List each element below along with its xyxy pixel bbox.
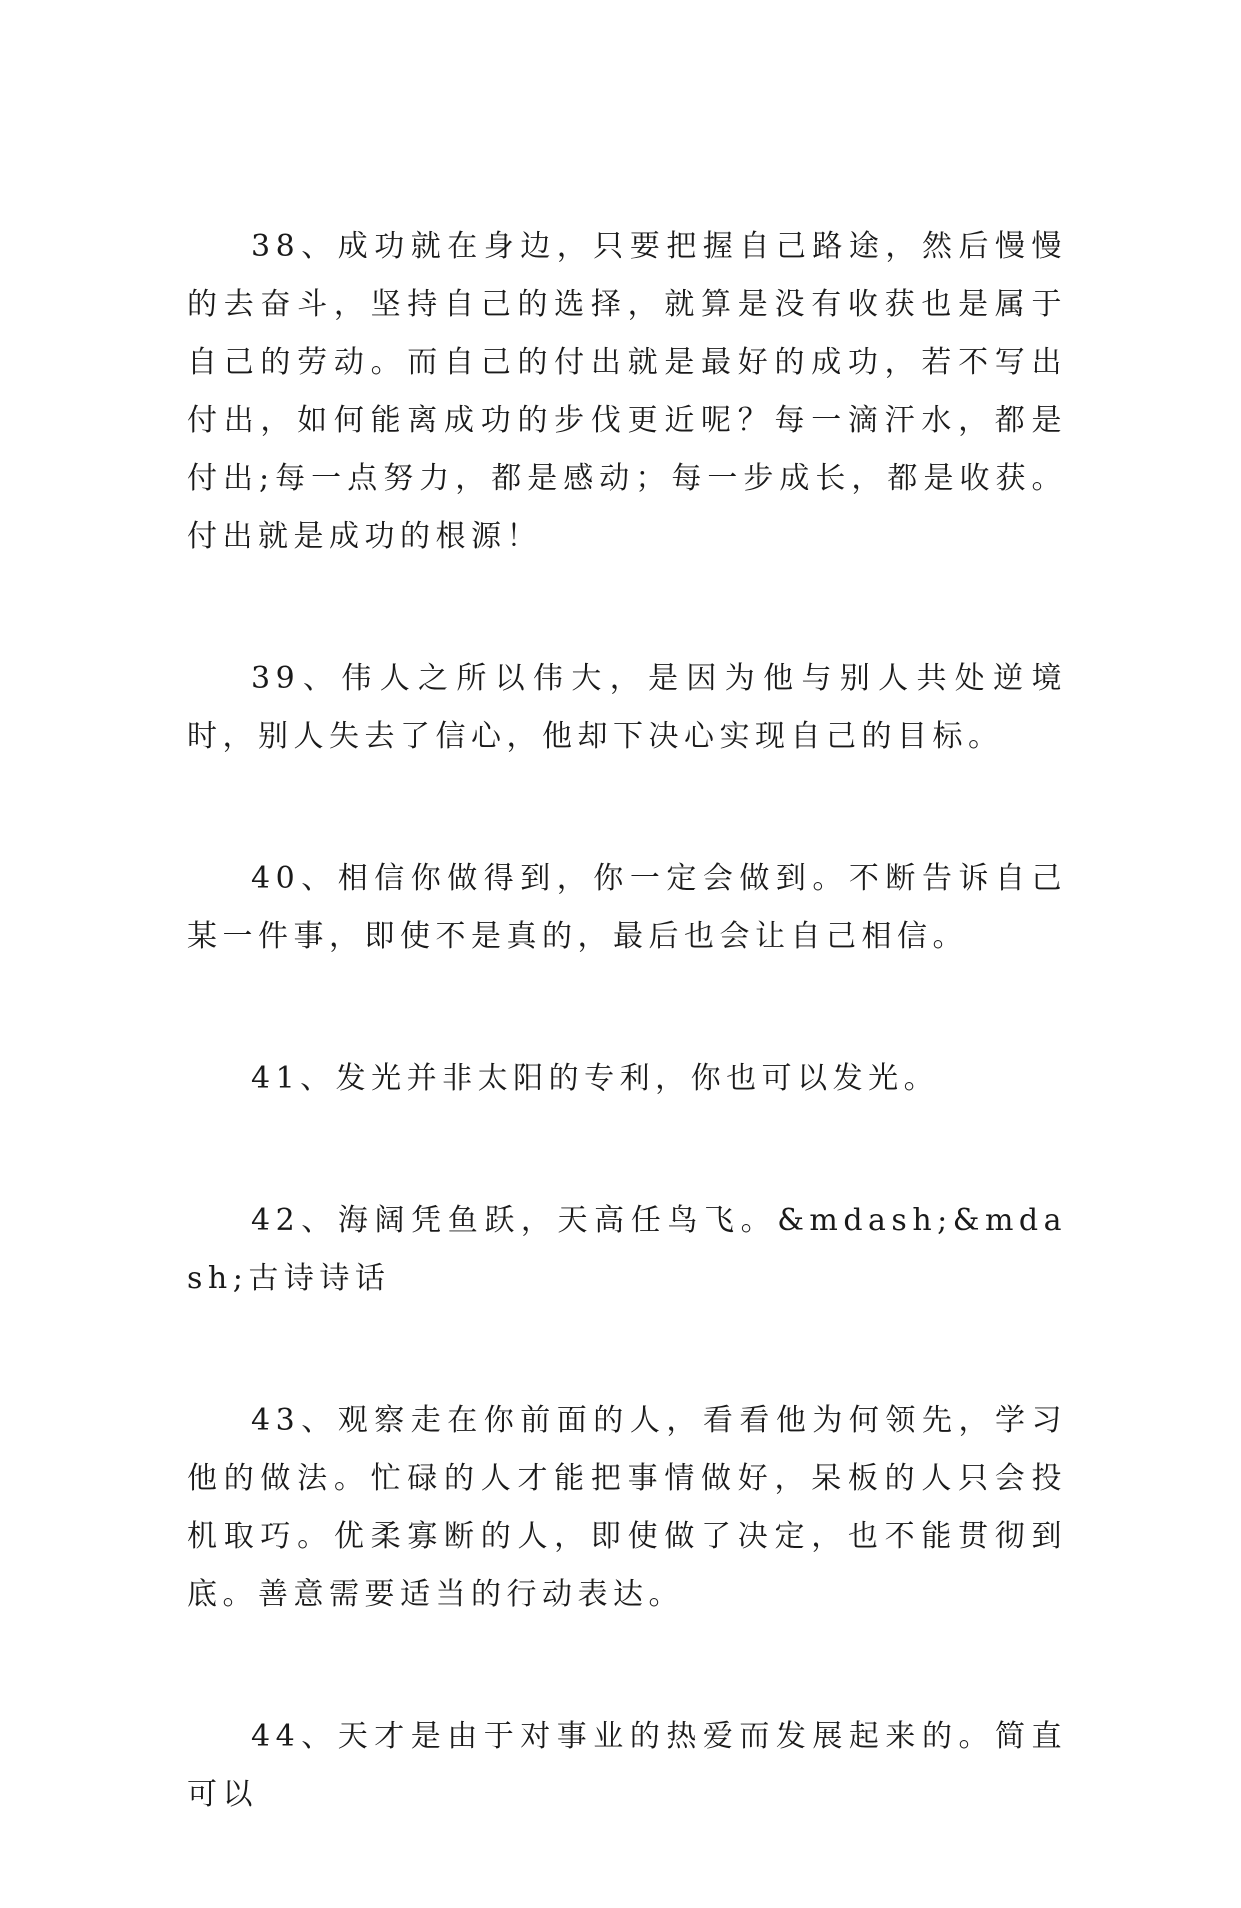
paragraph-44: 44、天才是由于对事业的热爱而发展起来的。简直可以 — [187, 1719, 1067, 1812]
paragraph-39: 39、伟人之所以伟大，是因为他与别人共处逆境时，别人失去了信心，他却下决心实现自己的目标。 — [187, 661, 1067, 754]
paragraph-42: 42、海阔凭鱼跃，天高任鸟飞。&mdash;&mdash;古诗诗话 — [187, 1203, 1067, 1296]
paragraph-40: 40、相信你做得到，你一定会做到。不断告诉自己某一件事，即使不是真的，最后也会让自己相信。 — [187, 861, 1067, 954]
text-column — [187, 218, 1067, 1908]
paragraph-38: 38、成功就在身边，只要把握自己路途，然后慢慢的去奋斗，坚持自己的选择，就算是没有收获也是属于自己的劳动。而自己的付出就是最好的成功，若不写出付出，如何能离成功的步伐更近呢？每一滴汗水，都是付出;每一点努力，都是感动；每一步成长，都是收获。付出就是成功的根源！ — [187, 229, 1067, 554]
paragraph-43: 43、观察走在你前面的人，看看他为何领先，学习他的做法。忙碌的人才能把事情做好，呆板的人只会投机取巧。优柔寡断的人，即使做了决定，也不能贯彻到底。善意需要适当的行动表达。 — [187, 1403, 1067, 1612]
paragraph-41: 41、发光并非太阳的专利，你也可以发光。 — [251, 1061, 940, 1096]
